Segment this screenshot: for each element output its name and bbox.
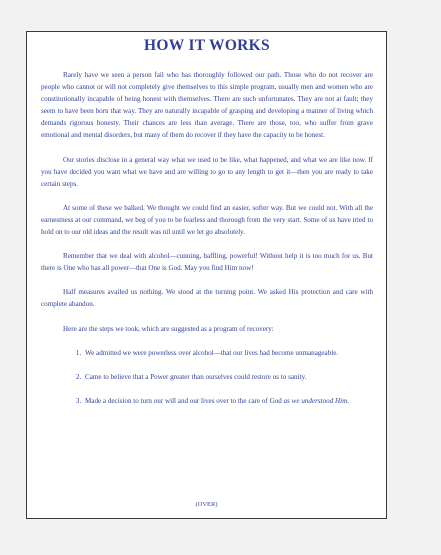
step-2-text: Came to believe that a Power greater than ourselves could restore us to sanity. — [85, 372, 307, 381]
paragraph-4: Remember that we deal with alcohol—cunning, baffling, powerful! Without help it is too much for us. But there is One who has all power—that One is God. May you find Him now! — [41, 252, 373, 273]
step-3-end: . — [347, 396, 350, 405]
paragraph-5: Half measures availed us nothing. We stood at the turning point. We asked His protection and care with complete abandon. — [41, 288, 373, 309]
step-3 — [83, 395, 373, 407]
paragraph-6: Here are the steps we took, which are suggested as a program of recovery: — [63, 324, 274, 333]
step-1-text: We admitted we were powerless over alcohol—that our lives had become unmanageable. — [85, 348, 339, 357]
step-1 — [83, 347, 373, 359]
step-3-emphasis: as we understood Him — [283, 396, 348, 405]
steps-list — [41, 347, 373, 407]
footer-over: (OVER) — [195, 500, 218, 508]
paragraph-3: At some of these we balked. We thought we could find an easier, softer way. But we could not. With all the earnestness at our command, we beg of you to be fearless and thorough from the very start. Some of us have tried to hold on to our old ideas and the result was nil until we let go absolutely. — [41, 203, 373, 237]
step-3-text: Made a decision to turn our will and our lives over to the care of God — [85, 396, 284, 405]
paragraph-1: Rarely have we seen a person fail who has thoroughly followed our path. Those who do not recover are people who cannot or will not completely give themselves to this simple program, usually men and women who are constitutionally incapable of being honest with themselves. There are such unfortunates. They are not at fault; they seem to have been born that way. They are naturally incapable of grasping and developing a manner of living which demands rigorous honesty. Their chances are less than average. There are those, too, who suffer from grave emotional and mental disorders, but many of them do recover if they have the capacity to be honest. — [41, 71, 373, 140]
step-2 — [83, 371, 373, 383]
page-title: HOW IT WORKS — [144, 37, 270, 54]
paragraph-2: Our stories disclose in a general way what we used to be like, what happened, and what we are like now. If you have decided you want what we have and are willing to go to any length to get it—then you are ready to take certain steps. — [41, 155, 373, 188]
document-card — [26, 31, 387, 519]
